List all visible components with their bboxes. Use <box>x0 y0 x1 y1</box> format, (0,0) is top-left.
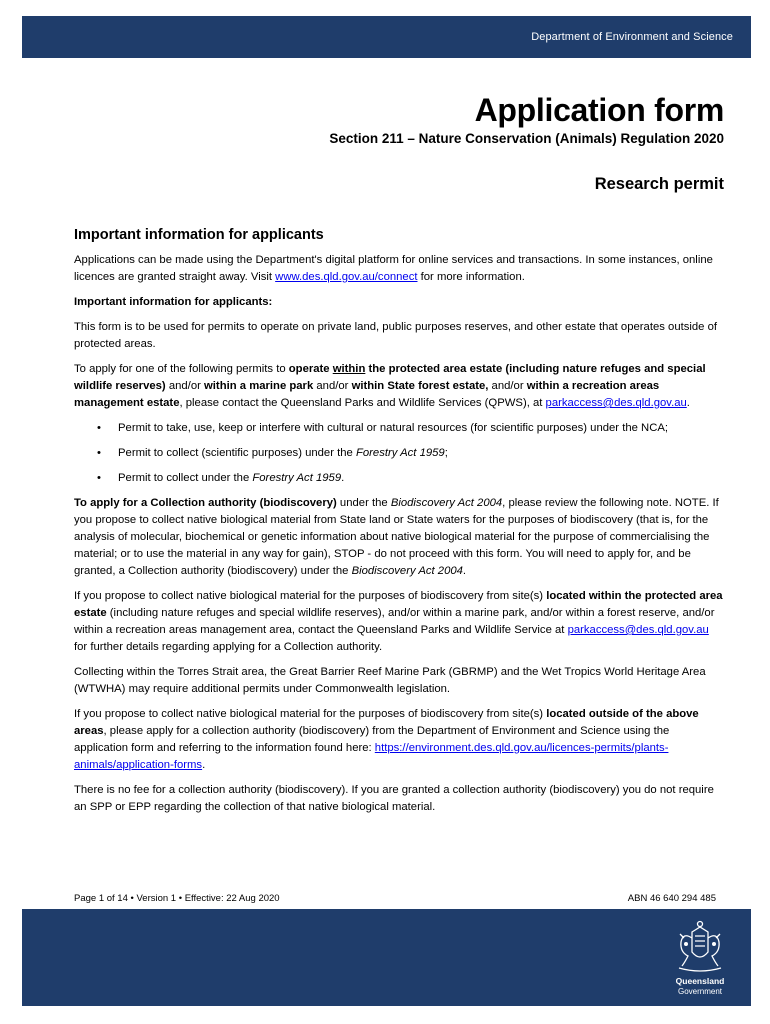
page-title: Application form <box>474 92 724 128</box>
header-band <box>22 16 751 58</box>
permit-list <box>74 420 724 487</box>
paragraph-qpws-contact: To apply for one of the following permits to operate within the protected area estate (including nature refuges and special wildlife reserves) and/or within a marine park and/or within State forest estate, and/or within a recreation areas management estate, please contact the Queensland Parks and Wildlife Services (QPWS), at parkaccess@des.qld.gov.au. <box>74 363 706 409</box>
sub-heading: Important information for applicants: <box>74 296 273 308</box>
bullet-icon: • <box>97 447 101 459</box>
bullet-icon: • <box>97 472 101 484</box>
page-subtitle: Section 211 – Nature Conservation (Animals) Regulation 2020 <box>329 131 724 146</box>
list-item: • Permit to collect under the Forestry Act 1959. <box>74 470 724 487</box>
list-item: • Permit to take, use, keep or interfere with cultural or natural resources (for scientific purposes) under the NCA; <box>74 420 724 437</box>
page-footer <box>74 893 716 904</box>
section-heading: Important information for applicants <box>74 227 324 243</box>
logo-line-2: Government <box>677 987 723 996</box>
bullet-icon: • <box>97 422 101 434</box>
paragraph-form-usage: This form is to be used for permits to operate on private land, public purposes reserves, and other estate that operates outside of protected areas. <box>74 321 718 350</box>
paragraph-digital-platform: Applications can be made using the Department's digital platform for online services and transactions. In some instances, online licences are granted straight away. Visit www.des.qld.gov.au/connect for more information. <box>74 254 713 283</box>
connect-link[interactable]: www.des.qld.gov.au/connect <box>275 271 418 283</box>
logo-line-1: Queensland <box>675 976 725 986</box>
parkaccess-email-link-2[interactable]: parkaccess@des.qld.gov.au <box>567 624 709 636</box>
document-body <box>74 226 724 824</box>
queensland-government-logo <box>671 918 729 998</box>
footer-band <box>22 909 751 1006</box>
paragraph-no-fee: There is no fee for a collection authority (biodiscovery). If you are granted a collection authority (biodiscovery) you do not require an SPP or EPP regarding the collection of that native biological material. <box>74 784 714 813</box>
permit-type-heading: Research permit <box>594 175 724 193</box>
page-info: Page 1 of 14 • Version 1 • Effective: 22 Aug 2020 <box>74 893 280 904</box>
crest-icon <box>671 918 729 976</box>
paragraph-biodiscovery-note: To apply for a Collection authority (biodiscovery) under the Biodiscovery Act 2004, please review the following note. NOTE. If you propose to collect native biological material from State land or State waters for the purposes of biodiscovery (that is, for the analysis of molecular, biochemical or genetic information about native biological material for the purpose of commercialising the material; or to use the material in any way for gain), STOP - do not proceed with this form. You will need to apply for, and be granted, a Collection authority (biodiscovery) under the Biodiscovery Act 2004. <box>74 497 719 577</box>
paragraph-torres-strait: Collecting within the Torres Strait area, the Great Barrier Reef Marine Park (GBRMP) and the Wet Tropics World Heritage Area (WTWHA) may require additional permits under Commonwealth legislation. <box>74 666 706 695</box>
application-forms-link[interactable]: https://environment.des.qld.gov.au/licences-permits/plants-animals/application-forms <box>74 742 669 771</box>
parkaccess-email-link[interactable]: parkaccess@des.qld.gov.au <box>545 397 687 409</box>
list-item: • Permit to collect (scientific purposes) under the Forestry Act 1959; <box>74 445 724 462</box>
paragraph-protected-area: If you propose to collect native biological material for the purposes of biodiscovery from site(s) located within the protected area estate (including nature refuges and special wildlife reserves), and/or within a marine park, and/or within a forest reserve, and/or within a recreation areas management area, contact the Queensland Parks and Wildlife Service at parkaccess@des.qld.gov.au for further details regarding applying for a Collection authority. <box>74 590 723 653</box>
abn-number: ABN 46 640 294 485 <box>627 893 716 904</box>
paragraph-outside-areas: If you propose to collect native biological material for the purposes of biodiscovery from site(s) located outside of the above areas, please apply for a collection authority (biodiscovery) from the Department of Environment and Science using the application form and referring to the information found here: https://environment.des.qld.gov.au/licences-permits/plants-animals/application-forms. <box>74 708 699 771</box>
department-name: Department of Environment and Science <box>531 31 733 43</box>
